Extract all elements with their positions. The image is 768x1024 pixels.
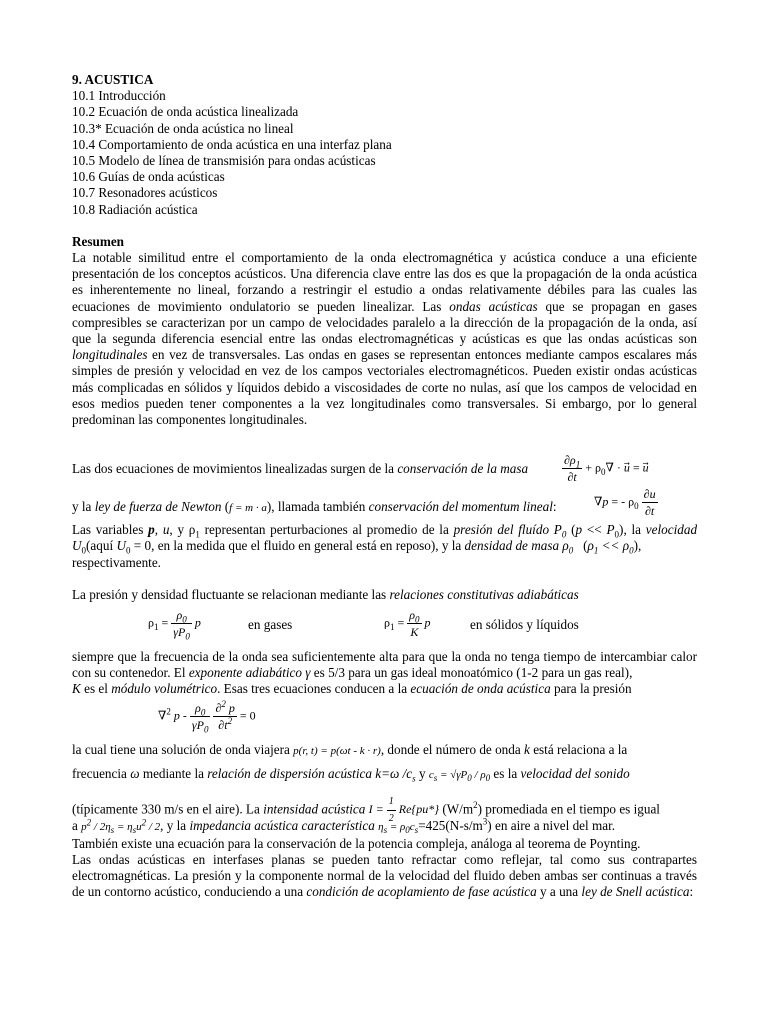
variables-paragraph: Las variables p, u, y $\rho_1$ representan perturbaciones al promedio de la presión del fluído $P_0$ $(p << P_0)$, la velocidad $U_0(aquí$ $U_0 = 0$, en la medida que el fluido en general está en reposo), y la densidad de masa $\rho_0$ $(\rho_1 << \rho_0)$, respectivamente. — [72, 522, 698, 570]
mass-conservation-line: Las dos ecuaciones de movimientos linealizadas surgen de la conservación de la masa $\frac{\partial\rho_1}{\partial t}$ + $\rho_0\nabla$ · u⃗ = u — [72, 453, 649, 485]
poynting-line: También existe una ecuación para la conservación de la potencia compleja, análoga al teorema de Poynting. — [72, 835, 641, 851]
travelling-wave-line: la cual tiene una solución de onda viajera p(r, t) = p(ωt - k · r), donde el número de onda k está relaciona a la — [72, 741, 628, 757]
solid-relation: $\rho_1$ = $\frac{\rho_0}{K}$ p — [384, 608, 431, 640]
impedance-line: a $p^2 / 2\eta_s = \eta_su^2 / 2$, y la impedancia acústica característica $\eta_s = \rho_0c_s=425(N-s/m^3)$ en aire a nivel del mar. — [72, 816, 616, 835]
toc-item: 10.7 Resonadores acústicos — [72, 185, 218, 201]
newton-line: y la ley de fuerza de Newton (f = m · a), llamada también conservación del momentum lineal: ∇p = - $\rho_0$ $\frac{\partial u}{\partial t}$ — [72, 487, 656, 519]
summary-heading: Resumen — [72, 233, 125, 249]
constitutive-intro: La presión y densidad fluctuante se relacionan mediante las relaciones constitutivas adiabáticas — [72, 586, 579, 602]
document-page — [72, 72, 697, 901]
table-of-contents — [72, 72, 697, 218]
toc-item: 10.4 Comportamiento de onda acústica en una interfaz plana — [72, 136, 392, 152]
wave-equation: ∇$^2$ p - $\frac{\rho_0}{\gamma P_0}$ $\frac{\partial^2 p}{\partial t^2}$ = 0 — [158, 698, 256, 735]
solids-label: en sólidos y líquidos — [470, 617, 579, 633]
dispersion-line: frecuencia ω mediante la relación de dispersión acústica k=ω $/c_s$ y $c_s = √\gamma P_0 / \rho_0$ es la velocidad del sonido — [72, 765, 630, 784]
gas-relation: $\rho_1$ = $\frac{\rho_0}{\gamma P_0}$ p — [148, 608, 201, 642]
toc-item: 10.8 Radiación acústica — [72, 201, 198, 217]
toc-item: 10.2 Ecuación de onda acústica linealizada — [72, 104, 299, 120]
gases-label: en gases — [248, 617, 293, 633]
intensity-line: (típicamente 330 m/s en el aire). La intensidad acústica I = $\frac{1}{2}$ Re{pu*} $(W/m^2)$ promediada en el tiempo es igual — [72, 795, 660, 824]
adiabatic-paragraph: siempre que la frecuencia de la onda sea suficientemente alta para que la onda no tenga tiempo de intercambiar calor con su contenedor. El exponente adiabático γ es 5/3 para un gas ideal monoatómico (1-2 para un gas real), K es el módulo volumétrico. Esas tres ecuaciones conducen a la ecuación de onda acústica para la presión — [72, 649, 697, 697]
chapter-title: 9. ACUSTICA — [72, 72, 154, 87]
summary-paragraph: La notable similitud entre el comportamiento de la onda electromagnética y acústica conduce a una eficiente presentación de los conceptos acústicos. Una diferencia clave entre las dos es que la propagación de la onda acústica es inherentemente no lineal, forzando a restringir el estudio a ondas relativamente débiles para las cuales las ecuaciones de movimiento ondulatorio se pueden linealizar. Las ondas acústicas que se propagan en gases compresibles se caracterizan por un campo de velocidades paralelo a la dirección de la propagación de la onda, así que la segunda diferencia esencial entre las ondas electromagnéticas y acústicas es que las ondas acústicas son longitudinales en vez de transversales. Las ondas en gases se representan entonces mediante campos escalares más simples de presión y velocidad en vez de los campos vectoriales electromagnéticos. Pueden existir ondas acústicas más complicadas en sólidos y líquidos debido a viscosidades de corte no nulas, así que los campos de velocidad en esos medios pueden tener componentes a la vez longitudinales como transversales. Si embargo, por lo general predominan las componentes longitudinales. — [72, 250, 697, 428]
momentum-equation: ∇p = - $\rho_0$ $\frac{\partial u}{\partial t}$ — [594, 487, 656, 519]
constitutive-equations — [72, 603, 697, 649]
mass-equation: $\frac{\partial\rho_1}{\partial t}$ + $\rho_0\nabla$ · u⃗ = u — [564, 453, 649, 485]
toc-item: 10.6 Guías de onda acústicas — [72, 169, 225, 185]
toc-item: 10.3* Ecuación de onda acústica no lineal — [72, 120, 294, 136]
interface-paragraph: Las ondas acústicas en interfases planas se pueden tanto refractar como reflejar, tal como sus contrapartes electromagnéticas. La presión y la componente normal de la velocidad del fluido deben ambas ser continuas a través de un contorno acústico, conduciendo a una condición de acoplamiento de fase acústica y a una ley de Snell acústica: — [72, 851, 697, 900]
toc-item: 10.5 Modelo de línea de transmisión para ondas acústicas — [72, 153, 376, 169]
toc-item: 10.1 Introducción — [72, 88, 166, 104]
